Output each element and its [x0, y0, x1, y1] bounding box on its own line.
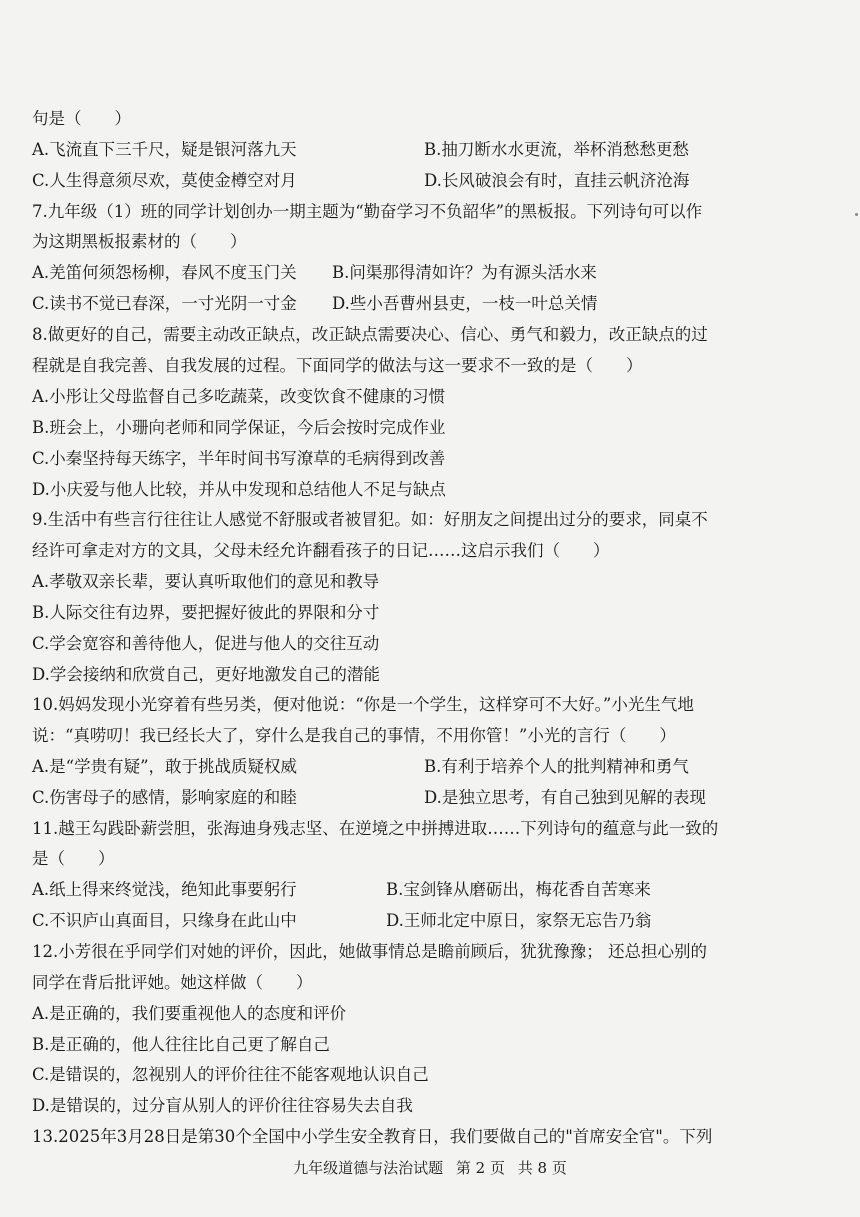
- q6-option-b: B.抽刀断水水更流，举杯消愁愁更愁: [424, 140, 689, 159]
- q10-option-c: C.伤害母子的感情，影响家庭的和睦: [32, 788, 297, 807]
- q6-option-d: D.长风破浪会有时，直挂云帆济沧海: [424, 171, 690, 190]
- q10-option-b: B.有利于培养个人的批判精神和勇气: [424, 757, 689, 776]
- q7-option-c: C.读书不觉已春深，一寸光阴一寸金: [32, 294, 297, 313]
- q9-stem-2: 经许可拿走对方的文具，父母未经允许翻看孩子的日记……这启示我们（ ）: [32, 541, 610, 560]
- q7-option-b: B.问渠那得清如许？为有源头活水来: [332, 263, 597, 282]
- q8-option-b: B.班会上，小珊向老师和同学保证，今后会按时完成作业: [32, 418, 446, 437]
- scan-speck: [855, 213, 858, 216]
- q12-stem-2: 同学在背后批评她。她这样做（ ）: [32, 973, 313, 992]
- q10-stem-2: 说：“真唠叨！我已经长大了，穿什么是我自己的事情，不用你管！”小光的言行（ ）: [32, 726, 676, 745]
- q9-stem-1: 9.生活中有些言行往往让人感觉不舒服或者被冒犯。如：好朋友之间提出过分的要求，同桌不: [32, 510, 708, 529]
- q13-stem-1: 13.2025年3月28日是第30个全国中小学生安全教育日，我们要做自己的"首席安全官"。下列: [32, 1127, 713, 1146]
- q7-stem-2: 为这期黑板报素材的（ ）: [32, 232, 247, 251]
- q10-option-a: A.是“学贵有疑”，敢于挑战质疑权威: [32, 757, 298, 776]
- q12-stem-1: 12.小芳很在乎同学们对她的评价，因此，她做事情总是瞻前顾后，犹犹豫豫； 还总担心别的: [32, 942, 707, 961]
- q11-option-d: D.王师北定中原日，家祭无忘告乃翁: [386, 911, 652, 930]
- q11-stem-1: 11.越王勾践卧薪尝胆，张海迪身残志坚、在逆境之中拼搏进取……下列诗句的蕴意与此一致的: [32, 819, 719, 838]
- q12-option-b: B.是正确的，他人往往比自己更了解自己: [32, 1035, 330, 1054]
- q8-stem-1: 8.做更好的自己，需要主动改正缺点，改正缺点需要决心、信心、勇气和毅力，改正缺点的过: [32, 325, 708, 344]
- q9-option-d: D.学会接纳和欣赏自己，更好地激发自己的潜能: [32, 665, 380, 684]
- q9-option-b: B.人际交往有边界，要把握好彼此的界限和分寸: [32, 603, 380, 622]
- q8-option-a: A.小彤让父母监督自己多吃蔬菜，改变饮食不健康的习惯: [32, 387, 446, 406]
- q11-option-a: A.纸上得来终觉浅，绝知此事要躬行: [32, 880, 297, 899]
- page-footer: [0, 1158, 860, 1178]
- q12-option-d: D.是错误的，过分盲从别人的评价往往容易失去自我: [32, 1096, 413, 1115]
- q11-option-b: B.宝剑锋从磨砺出，梅花香自苦寒来: [386, 880, 651, 899]
- q10-stem-1: 10.妈妈发现小光穿着有些另类，便对他说：“你是一个学生，这样穿可不大好。”小光生气地: [32, 695, 694, 714]
- footer-total-pages: 共 8 页: [517, 1159, 567, 1177]
- q8-option-c: C.小秦坚持每天练字，半年时间书写潦草的毛病得到改善: [32, 449, 446, 468]
- footer-page-number: 第 2 页: [455, 1159, 505, 1177]
- q11-option-c: C.不识庐山真面目，只缘身在此山中: [32, 911, 297, 930]
- q7-option-a: A.羌笛何须怨杨柳，春风不度玉门关: [32, 263, 297, 282]
- q10-option-d: D.是独立思考，有自己独到见解的表现: [424, 788, 706, 807]
- q8-stem-2: 程就是自我完善、自我发展的过程。下面同学的做法与这一要求不一致的是（ ）: [32, 356, 643, 375]
- q11-stem-2: 是（ ）: [32, 849, 115, 868]
- q8-option-d: D.小庆爱与他人比较，并从中发现和总结他人不足与缺点: [32, 480, 446, 499]
- q6-stem-end: 句是（ ）: [32, 109, 131, 128]
- q9-option-c: C.学会宽容和善待他人，促进与他人的交往互动: [32, 634, 380, 653]
- q12-option-c: C.是错误的，忽视别人的评价往往不能客观地认识自己: [32, 1065, 429, 1084]
- q6-option-c: C.人生得意须尽欢，莫使金樽空对月: [32, 171, 297, 190]
- q12-option-a: A.是正确的，我们要重视他人的态度和评价: [32, 1004, 347, 1023]
- q7-option-d: D.些小吾曹州县吏，一枝一叶总关情: [332, 294, 598, 313]
- footer-title: 九年级道德与法治试题: [293, 1159, 444, 1177]
- q7-stem-1: 7.九年级（1）班的同学计划创办一期主题为“勤奋学习不负韶华”的黑板报。下列诗句可以作: [32, 202, 703, 221]
- q9-option-a: A.孝敬双亲长辈，要认真听取他们的意见和教导: [32, 572, 380, 591]
- q6-option-a: A.飞流直下三千尺，疑是银河落九天: [32, 140, 297, 159]
